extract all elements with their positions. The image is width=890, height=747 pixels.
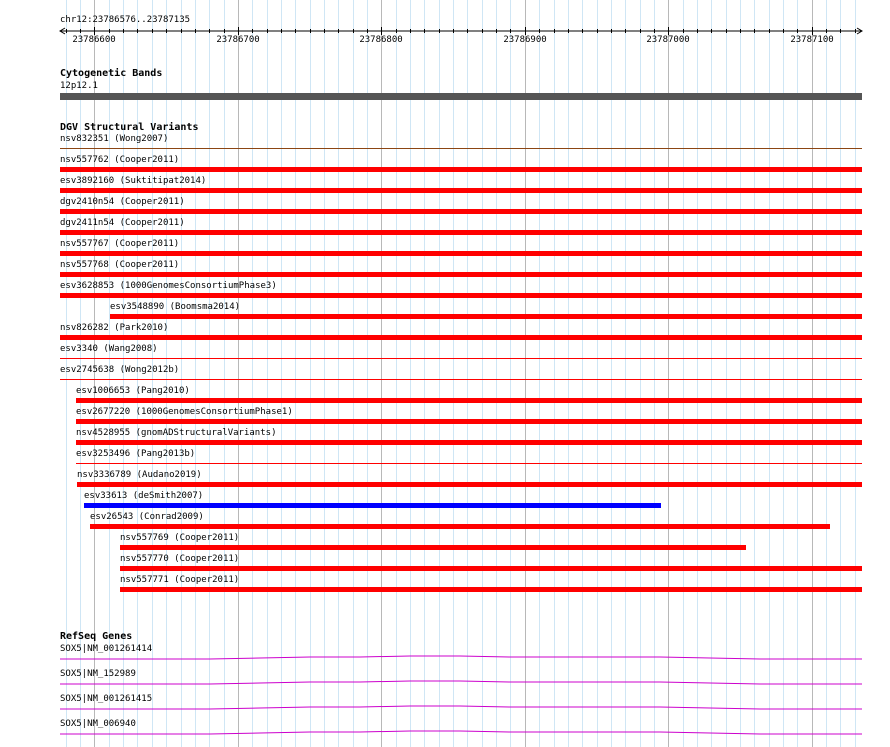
grid-line [181, 0, 182, 747]
grid-line [726, 0, 727, 747]
grid-line [467, 0, 468, 747]
grid-line [668, 0, 669, 747]
ruler-tick-label: 23787100 [790, 35, 834, 45]
grid-line [295, 0, 296, 747]
grid-line [381, 0, 382, 747]
grid-line [769, 0, 770, 747]
grid-line [855, 0, 856, 747]
refseq-gene-intron-line[interactable] [0, 679, 890, 689]
grid-line [267, 0, 268, 747]
grid-line [252, 0, 253, 747]
grid-line [224, 0, 225, 747]
refseq-gene-intron-line[interactable] [0, 729, 890, 739]
grid-line [338, 0, 339, 747]
ruler-tick-label: 23787000 [646, 35, 690, 45]
grid-line [310, 0, 311, 747]
grid-line [539, 0, 540, 747]
grid-line [482, 0, 483, 747]
dgv-feature-label: esv33613 (deSmith2007) [84, 491, 204, 501]
grid-line [410, 0, 411, 747]
dgv-feature-bar[interactable] [60, 167, 862, 172]
dgv-feature-bar[interactable] [60, 293, 862, 298]
grid-line [840, 0, 841, 747]
dgv-feature-bar[interactable] [90, 524, 830, 529]
refseq-gene-label: SOX5|NM_001261414 [60, 644, 153, 654]
grid-line [324, 0, 325, 747]
dgv-feature-label: esv26543 (Conrad2009) [90, 512, 204, 522]
grid-line [554, 0, 555, 747]
dgv-feature-label: nsv557769 (Cooper2011) [120, 533, 240, 543]
dgv-feature-bar[interactable] [60, 335, 862, 340]
grid-line [826, 0, 827, 747]
dgv-feature-label: nsv4528955 (gnomADStructuralVariants) [76, 428, 277, 438]
dgv-feature-bar[interactable] [110, 314, 862, 319]
grid-line [525, 0, 526, 747]
dgv-feature-label: nsv557770 (Cooper2011) [120, 554, 240, 564]
grid-line [396, 0, 397, 747]
grid-line [640, 0, 641, 747]
dgv-feature-label: dgv2410n54 (Cooper2011) [60, 197, 185, 207]
refseq-gene-intron-line[interactable] [0, 654, 890, 664]
grid-line [238, 0, 239, 747]
grid-line [783, 0, 784, 747]
grid-line [510, 0, 511, 747]
dgv-track-title: DGV Structural Variants [60, 122, 199, 133]
dgv-feature-bar[interactable] [60, 379, 862, 380]
ruler-location-label: chr12:23786576..23787135 [60, 15, 191, 25]
dgv-feature-label: esv3628853 (1000GenomesConsortiumPhase3) [60, 281, 277, 291]
dgv-feature-bar[interactable] [60, 230, 862, 235]
ruler-axis [0, 0, 890, 50]
ruler-tick-label: 23786600 [72, 35, 116, 45]
dgv-feature-label: esv3548890 (Boomsma2014) [110, 302, 241, 312]
dgv-feature-bar[interactable] [84, 503, 661, 508]
grid-line [281, 0, 282, 747]
cytoband-bar[interactable] [60, 93, 862, 100]
dgv-feature-bar[interactable] [60, 251, 862, 256]
grid-line [611, 0, 612, 747]
grid-line [625, 0, 626, 747]
dgv-feature-label: nsv557768 (Cooper2011) [60, 260, 180, 270]
refseq-track-title: RefSeq Genes [60, 631, 133, 642]
dgv-feature-bar[interactable] [77, 482, 862, 487]
grid-line [597, 0, 598, 747]
dgv-feature-bar[interactable] [120, 545, 746, 550]
refseq-gene-intron-line[interactable] [0, 704, 890, 714]
grid-line [754, 0, 755, 747]
grid-line [439, 0, 440, 747]
grid-line [424, 0, 425, 747]
dgv-feature-bar[interactable] [60, 209, 862, 214]
dgv-feature-bar[interactable] [60, 358, 862, 359]
grid-line [209, 0, 210, 747]
dgv-feature-bar[interactable] [120, 566, 862, 571]
grid-line [367, 0, 368, 747]
ruler-tick-label: 23786800 [359, 35, 403, 45]
grid-line [353, 0, 354, 747]
grid-line [453, 0, 454, 747]
cytoband-label: 12p12.1 [60, 81, 98, 91]
dgv-feature-label: esv3892160 (Suktitipat2014) [60, 176, 207, 186]
dgv-feature-label: esv3340 (Wang2008) [60, 344, 158, 354]
ruler-tick-label: 23786700 [216, 35, 260, 45]
grid-line [812, 0, 813, 747]
ruler-tick-label: 23786900 [503, 35, 547, 45]
dgv-feature-bar[interactable] [76, 419, 862, 424]
grid-line [654, 0, 655, 747]
dgv-feature-label: esv1006653 (Pang2010) [76, 386, 190, 396]
grid-line [568, 0, 569, 747]
dgv-feature-label: esv2745638 (Wong2012b) [60, 365, 180, 375]
dgv-feature-label: dgv2411n54 (Cooper2011) [60, 218, 185, 228]
dgv-feature-bar[interactable] [60, 272, 862, 277]
grid-line [697, 0, 698, 747]
dgv-feature-bar[interactable] [120, 587, 862, 592]
refseq-gene-label: SOX5|NM_006940 [60, 719, 136, 729]
grid-line [195, 0, 196, 747]
grid-line [496, 0, 497, 747]
grid-line [711, 0, 712, 747]
dgv-feature-label: nsv557767 (Cooper2011) [60, 239, 180, 249]
dgv-feature-bar[interactable] [60, 148, 862, 149]
dgv-feature-label: esv3253496 (Pang2013b) [76, 449, 196, 459]
dgv-feature-bar[interactable] [76, 398, 862, 403]
dgv-feature-bar[interactable] [76, 440, 862, 445]
cytoband-track-title: Cytogenetic Bands [60, 68, 163, 79]
dgv-feature-label: nsv557762 (Cooper2011) [60, 155, 180, 165]
refseq-gene-label: SOX5|NM_152989 [60, 669, 136, 679]
dgv-feature-label: nsv557771 (Cooper2011) [120, 575, 240, 585]
grid-line [683, 0, 684, 747]
grid-line [582, 0, 583, 747]
dgv-feature-bar[interactable] [76, 463, 862, 464]
grid-line [797, 0, 798, 747]
dgv-feature-label: esv2677220 (1000GenomesConsortiumPhase1) [76, 407, 293, 417]
dgv-feature-label: nsv832351 (Wong2007) [60, 134, 169, 144]
dgv-feature-label: nsv826282 (Park2010) [60, 323, 169, 333]
dgv-feature-label: nsv3336789 (Audano2019) [77, 470, 202, 480]
refseq-gene-label: SOX5|NM_001261415 [60, 694, 153, 704]
dgv-feature-bar[interactable] [60, 188, 862, 193]
grid-line [740, 0, 741, 747]
